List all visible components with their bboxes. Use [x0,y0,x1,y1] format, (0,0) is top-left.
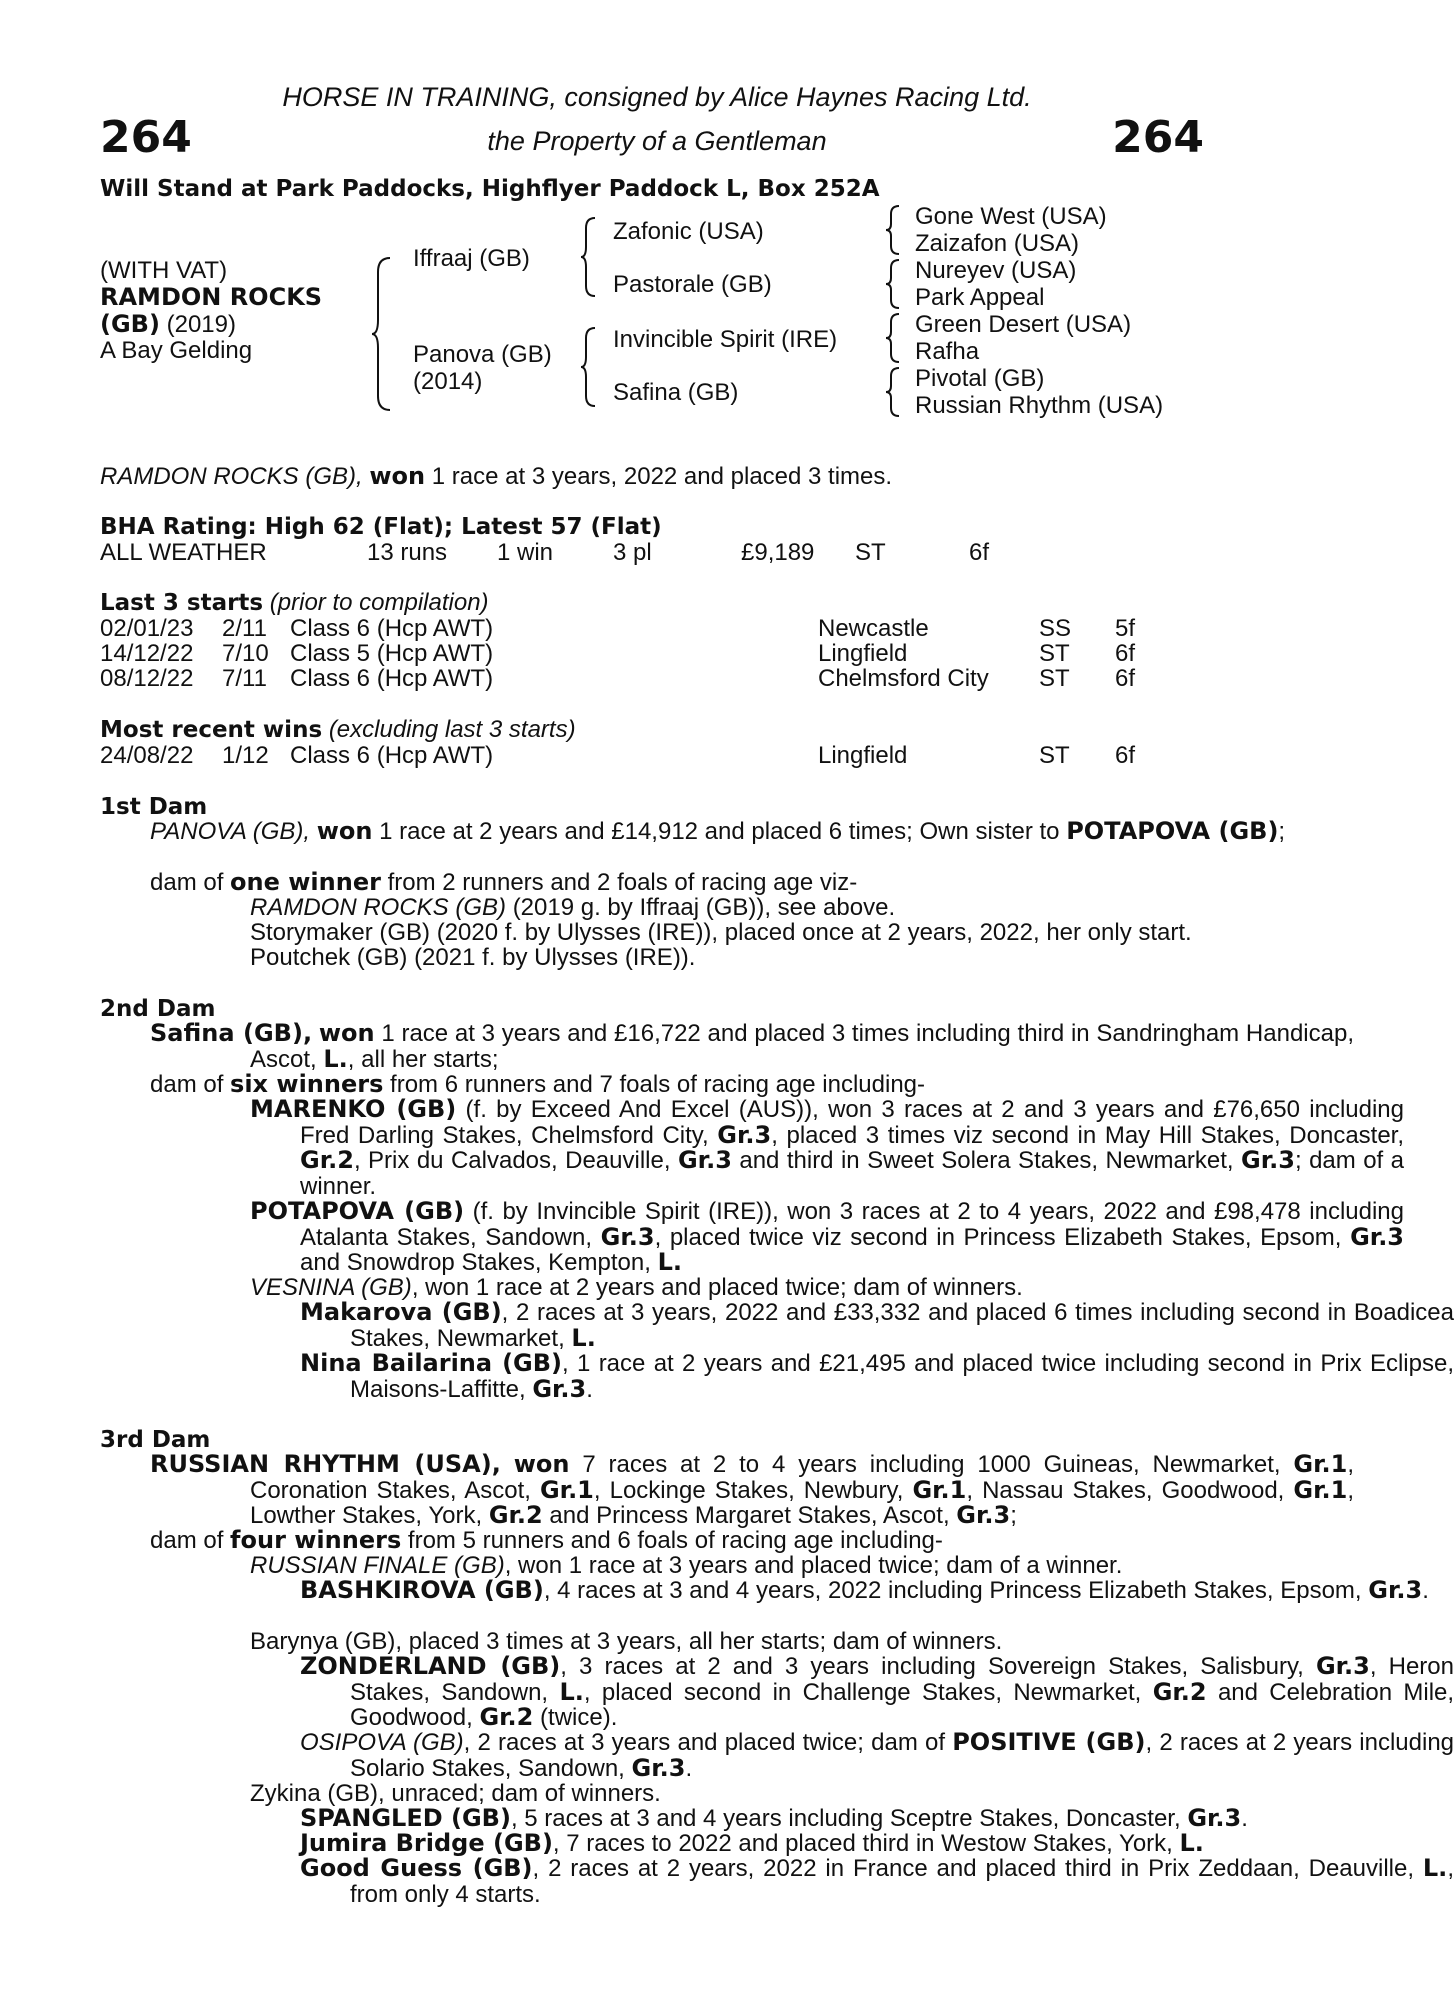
first-dam-record [100,819,1354,845]
recent-wins-note: (excluding last 3 starts) [328,716,576,743]
rating-distance: 6f [969,539,990,566]
text: Storymaker (GB) (2020 f. by Ulysses (IRE)), placed once at 2 years, 2022, her only start. [250,919,1192,946]
produce-storymaker [100,920,1404,946]
start-course: Chelmsford City [818,665,989,692]
start-going: SS [1039,615,1072,642]
text: . [685,1754,693,1782]
start-course: Lingfield [818,640,908,667]
win-date: 24/08/22 [100,742,194,769]
produce-potapova [100,1199,1404,1276]
text: , placed twice viz second in Princess Elizabeth Stakes, Epsom, [654,1223,1342,1251]
first-dam-heading: 1st Dam [100,794,208,820]
produce-name: Good Guess (GB) [300,1854,533,1882]
text: , 1 race at 2 years and £21,495 and placed twice including second in Prix Eclipse, Maisons-Laffitte, [350,1350,1454,1403]
won-word: won [513,1450,570,1478]
produce-name: POSITIVE (GB) [952,1728,1146,1756]
pedigree-dam-dam: Safina (GB) [613,379,739,406]
text: ; [1010,1502,1017,1529]
text: , won 1 race at 3 years and placed twice; dam of a winner. [504,1552,1123,1579]
produce-name: MARENKO (GB) [250,1095,457,1123]
win-going: ST [1039,742,1070,769]
produce-name: POTAPOVA (GB) [250,1197,465,1225]
race-grade: Gr.2 [479,1703,534,1731]
race-grade: Gr.2 [300,1146,354,1174]
produce-good-guess [100,1856,1454,1907]
third-dam-heading: 3rd Dam [100,1427,211,1453]
race-grade: Gr.3 [532,1374,587,1403]
race-grade: Gr.3 [631,1753,686,1782]
race-grade: Gr.1 [1293,1475,1348,1504]
race-grade: Gr.2 [1152,1677,1207,1706]
start-distance: 6f [1115,640,1136,667]
start-position: 2/11 [222,615,267,642]
start-class: Class 5 (Hcp AWT) [290,640,494,667]
text: , Coronation Stakes, Ascot, [250,1451,1354,1504]
produce-name: RAMDON ROCKS (GB) [250,894,507,921]
text: . [586,1375,593,1403]
start-class: Class 6 (Hcp AWT) [290,665,494,692]
pedigree-brace-sd [885,258,901,310]
text: 7 races at 2 to 4 years including 1000 Guineas, Newmarket, [582,1451,1281,1478]
produce-name: ZONDERLAND (GB) [300,1652,561,1680]
start-course: Newcastle [818,615,929,642]
pedigree-gen3-7: Pivotal (GB) [915,365,1045,392]
race-grade: Gr.3 [1368,1576,1423,1604]
horse-name [100,284,322,311]
pedigree-sire-dam: Pastorale (GB) [613,271,772,298]
text: from 6 runners and 7 foals of racing age including- [390,1071,926,1098]
win-distance: 6f [1115,742,1136,769]
horse-year: (2019) [166,311,236,338]
start-position: 7/11 [222,665,267,692]
pedigree-brace-ss [885,204,901,256]
produce-zonderland [100,1654,1454,1731]
rating-surface: ALL WEATHER [100,539,267,566]
produce-osipova [100,1730,1454,1781]
pedigree-dam-year: (2014) [413,368,483,395]
text: . [1422,1577,1429,1604]
race-grade: Gr.3 [677,1146,732,1174]
consignor-line: HORSE IN TRAINING, consigned by Alice Haynes Racing Ltd. [282,82,1032,112]
produce-name: VESNINA (GB) [250,1274,412,1301]
dam-name: Safina (GB) [150,1019,303,1047]
last-starts-note: (prior to compilation) [269,589,489,616]
pedigree-brace-dam [580,326,598,408]
start-date: 14/12/22 [100,640,194,667]
text: , placed second in Challenge Stakes, Newmarket, [583,1678,1142,1706]
second-dam-produce-summary [100,1072,1354,1098]
text: , Prix du Calvados, Deauville, [353,1147,671,1174]
summary-won: won [369,462,426,490]
last-starts-heading [100,590,489,617]
start-date: 08/12/22 [100,665,194,692]
rating-runs: 13 runs [367,539,448,566]
text: , placed 3 times viz second in May Hill Stakes, Doncaster, [771,1121,1405,1149]
race-grade: L. [571,1323,596,1352]
dam-name: PANOVA (GB), [150,818,311,845]
pedigree-brace-dd [885,366,901,418]
horse-origin [100,311,236,338]
pedigree-brace-ds [885,312,901,364]
pedigree-gen3-8: Russian Rhythm (USA) [915,392,1164,419]
bha-rating-title: BHA Rating: High 62 (Flat); Latest 57 (Flat) [100,514,662,540]
text: and Snowdrop Stakes, Kempton, [300,1249,651,1276]
winners-count: one winner [230,868,381,896]
race-grade: Gr.3 [1315,1652,1370,1680]
produce-name: Makarova (GB) [300,1298,502,1326]
property-line: the Property of a Gentleman [487,126,827,156]
race-grade: Gr.3 [1350,1222,1405,1251]
produce-poutchek [100,945,1404,971]
produce-name: OSIPOVA (GB) [300,1729,464,1756]
rating-placed: 3 pl [613,539,652,566]
recent-wins-heading [100,717,576,744]
second-dam-heading: 2nd Dam [100,996,216,1022]
win-class: Class 6 (Hcp AWT) [290,742,494,769]
won-word: won [318,1019,375,1047]
produce-jumira-bridge [100,1831,1454,1857]
produce-bashkirova [100,1578,1454,1604]
text: , Nassau Stakes, Goodwood, [966,1476,1285,1504]
text: (f. by Invincible Spirit (IRE)), won 3 races at 2 to 4 years, 2022 and £98,478 including Atalanta Stakes, Sandown, [300,1198,1404,1251]
text: , 7 races to 2022 and placed third in Westow Stakes, York, [552,1830,1173,1857]
text: , Lowther Stakes, York, [250,1476,1354,1529]
race-grade: Gr.3 [956,1501,1011,1529]
text: , 2 races at 3 years and placed twice; dam of [463,1729,946,1756]
race-grade: Gr.1 [539,1475,594,1504]
text: , Heron Stakes, Sandown, [350,1653,1454,1706]
text: , 4 races at 3 and 4 years, 2022 including Princess Elizabeth Stakes, Epsom, [543,1577,1362,1604]
text: ; dam of a winner. [300,1147,1405,1200]
text: , all her starts; [347,1045,499,1073]
rating-earnings: £9,189 [741,539,815,566]
horse-description: A Bay Gelding [100,337,253,364]
text: from 5 runners and 6 foals of racing age including- [407,1527,943,1554]
first-dam-produce-summary [100,870,1354,896]
rating-wins: 1 win [497,539,554,566]
text: (2019 g. by Iffraaj (GB)), see above. [512,894,896,921]
text: dam of [150,1071,224,1098]
text: , 2 races at 2 years including Solario Stakes, Sandown, [350,1729,1454,1782]
win-course: Lingfield [818,742,908,769]
start-going: ST [1039,665,1070,692]
record-text: 1 race at 3 years and £16,722 and placed 3 times including third in Sandringham Handicap, Ascot, [250,1020,1354,1073]
race-grade: Gr.3 [1187,1804,1242,1832]
sister-name: POTAPOVA (GB) [1066,817,1279,845]
produce-name: SPANGLED (GB) [300,1804,511,1832]
win-position: 1/12 [222,742,269,769]
text: dam of [150,869,224,896]
start-class: Class 6 (Hcp AWT) [290,615,494,642]
text: , 5 races at 3 and 4 years including Sceptre Stakes, Doncaster, [510,1805,1181,1832]
race-grade: L. [323,1044,348,1073]
text: , won 1 race at 2 years and placed twice; dam of winners. [411,1274,1023,1301]
race-grade: L. [1179,1829,1204,1857]
produce-barynya [100,1629,1404,1655]
start-distance: 6f [1115,665,1136,692]
horse-country: (GB) [100,310,160,338]
horse-name-text: RAMDON ROCKS [100,283,323,311]
start-going: ST [1039,640,1070,667]
punct: , [491,1450,501,1478]
produce-name: Nina Bailarina (GB) [300,1349,563,1377]
lot-number-left: 264 [100,112,192,163]
produce-makarova [100,1300,1454,1351]
text: , from only 4 starts. [350,1855,1454,1908]
summary-text: 1 race at 3 years, 2022 and placed 3 times. [431,463,893,490]
summary-horse-name: RAMDON ROCKS (GB), [100,463,363,490]
produce-russian-finale [100,1553,1404,1579]
text: . [1241,1805,1248,1832]
produce-zykina [100,1781,1404,1807]
start-distance: 5f [1115,615,1136,642]
pedigree-brace-main [370,256,394,412]
race-grade: L. [1422,1854,1448,1882]
start-date: 02/01/23 [100,615,194,642]
produce-name: RUSSIAN FINALE (GB) [250,1552,505,1579]
last-starts-title: Last 3 starts [100,590,264,616]
race-grade: L. [657,1248,682,1276]
race-grade: L. [559,1677,584,1706]
produce-nina-bailarina [100,1351,1454,1402]
text: Poutchek (GB) (2021 f. by Ulysses (IRE)). [250,944,696,971]
text: and third in Sweet Solera Stakes, Newmarket, [739,1147,1234,1174]
pedigree-gen3-4: Park Appeal [915,284,1045,311]
pedigree-dam: Panova (GB) [413,341,552,368]
dam-name: RUSSIAN RHYTHM (USA) [150,1450,492,1478]
text: dam of [150,1527,224,1554]
won-word: won [316,817,373,845]
punct: ; [1278,818,1286,845]
third-dam-record [100,1452,1354,1529]
pedigree-sire: Iffraaj (GB) [413,245,530,272]
race-grade: Gr.3 [717,1120,772,1149]
second-dam-record [100,1021,1354,1072]
text: and Princess Margaret Stakes, Ascot, [549,1502,950,1529]
winners-count: six winners [230,1070,384,1098]
pedigree-gen3-1: Gone West (USA) [915,203,1107,230]
produce-ramdon-rocks [100,895,1404,921]
text: (f. by Exceed And Excel (AUS)), won 3 races at 2 and 3 years and £76,650 including Fred Darling Stakes, Chelmsford City, [300,1096,1404,1149]
pedigree-dam-sire: Invincible Spirit (IRE) [613,326,838,353]
text: , 3 races at 2 and 3 years including Sovereign Stakes, Salisbury, [560,1653,1304,1680]
pedigree-gen3-6: Rafha [915,338,980,365]
race-grade: Gr.3 [1241,1146,1295,1174]
pedigree-gen3-3: Nureyev (USA) [915,257,1077,284]
produce-marenko [100,1097,1404,1199]
race-grade: Gr.2 [488,1501,543,1529]
rating-going: ST [855,539,886,566]
race-grade: Gr.1 [1293,1450,1348,1478]
pedigree-brace-sire [580,216,598,298]
text: , 2 races at 2 years, 2022 in France and placed third in Prix Zeddaan, Deauville, [532,1855,1415,1882]
produce-vesnina [100,1275,1404,1301]
text: Zykina (GB), unraced; dam of winners. [250,1780,661,1807]
race-summary [100,464,892,490]
text: Barynya (GB), placed 3 times at 3 years, all her starts; dam of winners. [250,1628,1003,1655]
start-position: 7/10 [222,640,269,667]
lot-number-right: 264 [1112,112,1204,163]
text: , 2 races at 3 years, 2022 and £33,332 and placed 6 times including second in Boadicea Stakes, Newmarket, [350,1299,1454,1352]
pedigree-gen3-2: Zaizafon (USA) [915,230,1080,257]
record-text: 1 race at 2 years and £14,912 and placed 6 times; Own sister to [379,818,1060,845]
produce-name: BASHKIROVA (GB) [300,1576,544,1604]
winners-count: four winners [230,1526,402,1554]
race-grade: Gr.3 [600,1222,655,1251]
third-dam-produce-summary [100,1528,1354,1554]
race-grade: Gr.1 [912,1475,967,1504]
produce-name: Jumira Bridge (GB) [300,1829,553,1857]
text: , Lockinge Stakes, Newbury, [593,1476,904,1504]
pedigree-sire-sire: Zafonic (USA) [613,218,764,245]
text: from 2 runners and 2 foals of racing age viz- [387,869,858,896]
vat-note: (WITH VAT) [100,257,228,284]
text: (twice). [540,1704,618,1731]
recent-wins-title: Most recent wins [100,717,323,743]
stand-location: Will Stand at Park Paddocks, Highflyer Paddock L, Box 252A [100,176,880,202]
produce-spangled [100,1806,1454,1832]
pedigree-gen3-5: Green Desert (USA) [915,311,1132,338]
text: and Celebration Mile, Goodwood, [350,1678,1454,1731]
punct: , [302,1019,313,1047]
